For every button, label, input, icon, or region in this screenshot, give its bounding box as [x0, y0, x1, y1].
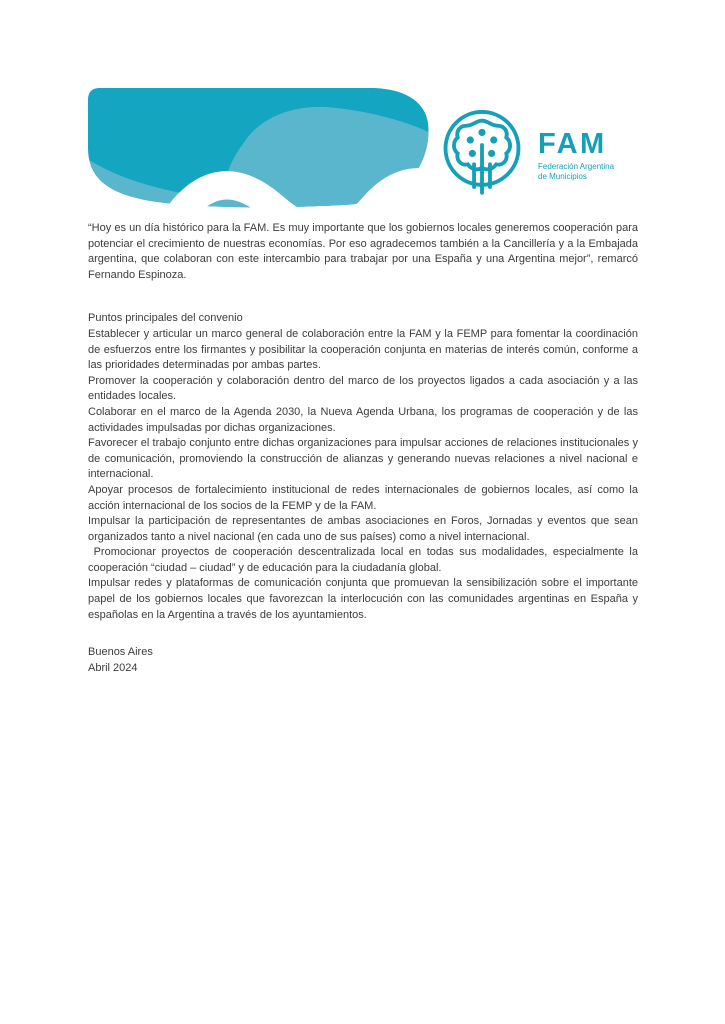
fam-logo	[440, 109, 614, 197]
logo-subtitle	[538, 162, 614, 181]
convenio-point: Establecer y articular un marco general de colaboración entre la FAM y la FEMP para fomentar la coordinación de esfuerzos entre los firmantes y posibilitar la cooperación conjunta en materias de interés común, conforme a las prioridades determinadas por ambas partes.	[88, 327, 638, 372]
logo-subtitle-line1: Federación Argentina	[538, 162, 615, 171]
logo-subtitle-line2: de Municipios	[538, 171, 587, 181]
convenio-point: Impulsar la participación de representantes de ambas asociaciones en Foros, Jornadas y eventos que sean organizados tanto a nivel nacional (en cada uno de sus países) como a nivel internacional.	[88, 515, 638, 543]
signature-block	[88, 645, 638, 676]
convenio-point: Promover la cooperación y colaboración dentro del marco de los proyectos ligados a cada asociación y a las entidades locales.	[88, 374, 638, 403]
section-heading: Puntos principales del convenio	[88, 312, 243, 325]
convenio-point: Colaborar en el marco de la Agenda 2030, la Nueva Agenda Urbana, los programas de cooperación y de las actividades impulsadas por dichas organizaciones.	[88, 405, 638, 434]
document-body	[88, 221, 638, 676]
logo-acronym: FAM	[538, 128, 607, 160]
footer-city: Buenos Aires	[88, 646, 153, 659]
fam-tree-icon	[440, 109, 524, 197]
logo-text-block	[538, 129, 614, 181]
convenio-point: Promocionar proyectos de cooperación descentralizada local en todas sus modalidades, especialmente la cooperación “ciudad – ciudad” y de educación para la ciudadanía global.	[88, 546, 638, 574]
quote-paragraph: “Hoy es un día histórico para la FAM. Es muy importante que los gobiernos locales generemos cooperación para potenciar el crecimiento de nuestras economías. Por eso agradecemos también a la Cancillería y a la Embajada argentina, que colaboran con este intercambio para trabajar por una España y una Argentina mejor”, remarcó Fernando Espinoza.	[88, 222, 638, 281]
convenio-point: Favorecer el trabajo conjunto entre dichas organizaciones para impulsar acciones de relaciones institucionales y de comunicación, promoviendo la construcción de alianzas y generando nuevas relaciones a nivel nacional e internacional.	[88, 437, 638, 481]
footer-date: Abril 2024	[88, 661, 138, 674]
convenio-point: Apoyar procesos de fortalecimiento institucional de redes internacionales de gobiernos locales, así como la acción internacional de los socios de la FEMP y de la FAM.	[88, 483, 638, 512]
banner-label: Prensa y Comunicación	[160, 269, 328, 286]
convenio-point: Impulsar redes y plataformas de comunicación conjunta que promuevan la sensibilización sobre el importante papel de los gobiernos locales que favorezcan la interlocución con las comunidades argentinas en España y españolas en la Argentina a través de los ayuntamientos.	[88, 577, 638, 621]
